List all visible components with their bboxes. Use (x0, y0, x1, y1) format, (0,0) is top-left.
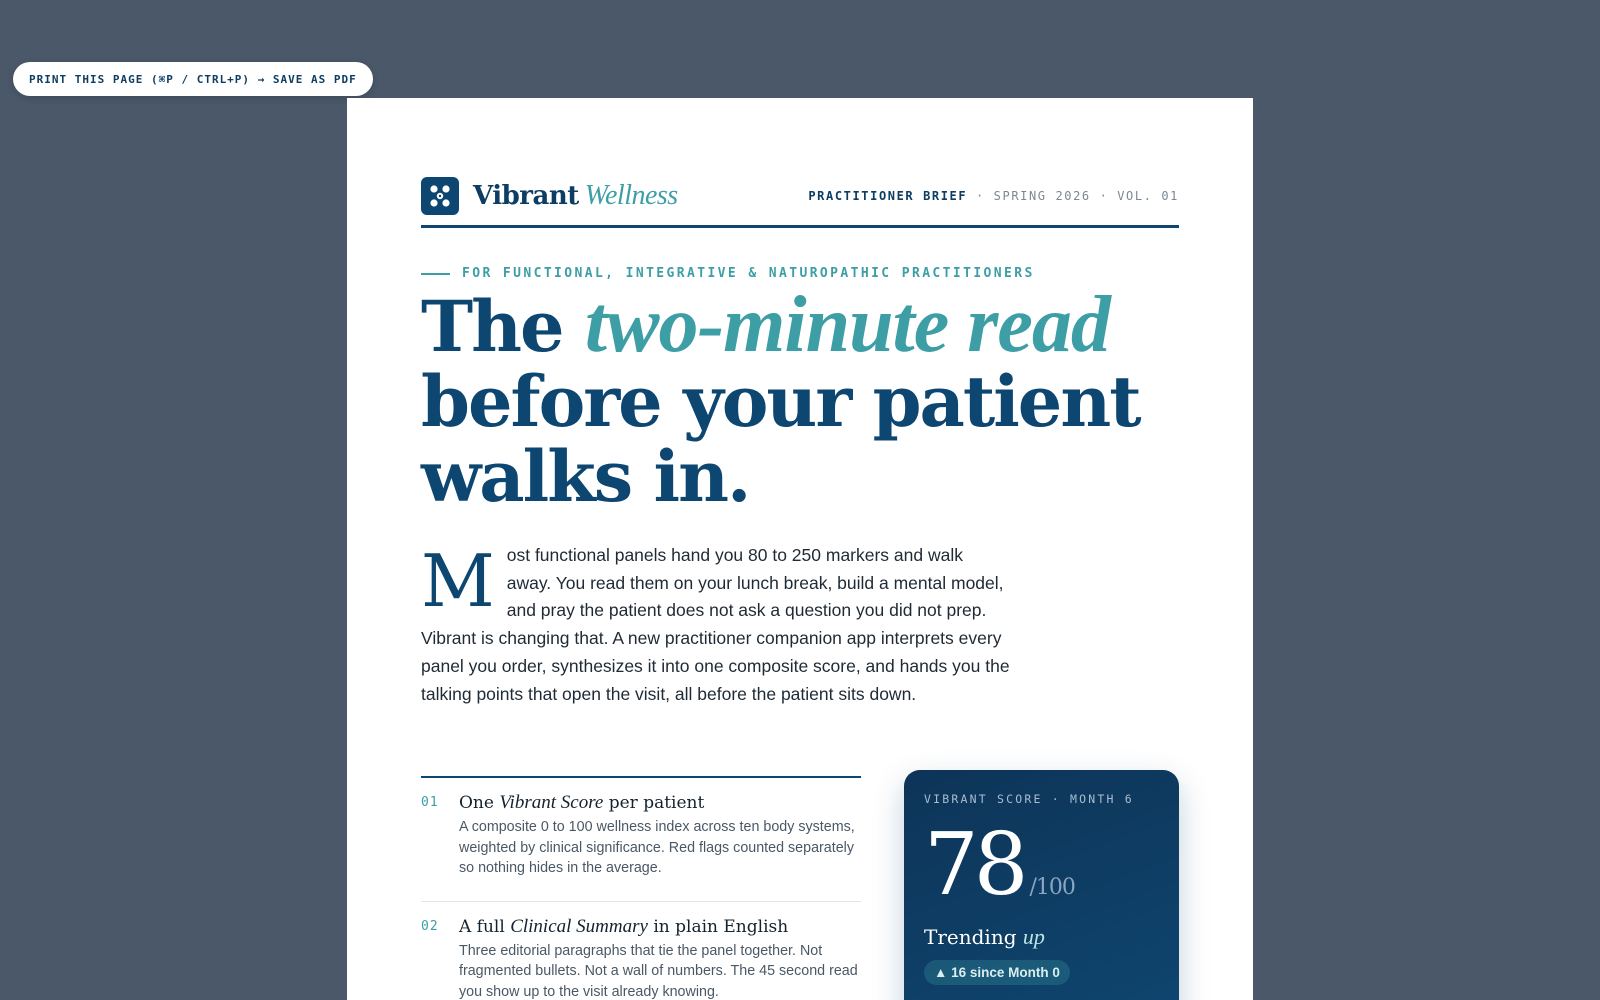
headline-rest: before your patient walks in. (421, 360, 1140, 518)
issue-line (808, 189, 1179, 203)
score-value: 78 (924, 815, 1024, 915)
feature-title: One Vibrant Score per patient (459, 792, 705, 813)
lead-paragraph (421, 539, 1011, 708)
feature-description: A composite 0 to 100 wellness index across ten body systems, weighted by clinical significance. Red flags counted separately so nothing hides in the average. (459, 819, 855, 876)
feature-item (421, 902, 861, 1000)
feature-number: 01 (421, 795, 439, 810)
print-page-button[interactable]: PRINT THIS PAGE (⌘P / CTRL+P) → SAVE AS PDF (13, 62, 373, 96)
drop-cap: M (421, 539, 495, 623)
vibrant-logo-icon (421, 177, 459, 215)
feature-list (421, 776, 861, 1000)
practitioner-brief-page (347, 98, 1253, 1000)
score-delta-badge: ▲ 16 since Month 0 (924, 960, 1070, 985)
score-label: VIBRANT SCORE · MONTH 6 (924, 792, 1134, 806)
kicker-text: FOR FUNCTIONAL, INTEGRATIVE & NATUROPATHIC PRACTITIONERS (462, 266, 1035, 281)
feature-number: 02 (421, 918, 439, 934)
page-headline (421, 281, 1141, 518)
issue-details: · SPRING 2026 · VOL. 01 (967, 188, 1179, 203)
score-max: /100 (1029, 875, 1075, 900)
headline-lead: The (421, 285, 585, 368)
lead-text: ost functional panels hand you 80 to 250 markers and walk away. You read them on your lunch break, build a mental model, and pray the patient does not ask a question you did not prep. Vibrant is changing that. A new practitioner companion app interprets every panel you order, synthesizes it into one composite score, and hands you the talking points that open the visit, all before the patient sits down. (421, 545, 1010, 704)
vibrant-score-card (904, 770, 1179, 1000)
headline-accent: two-minute read (584, 281, 1110, 369)
score-trend: Trending up (924, 924, 1045, 949)
brand-name: Vibrant Wellness (473, 179, 678, 211)
score-row (924, 815, 1159, 915)
feature-item (421, 778, 861, 902)
brand-subtitle: Wellness (584, 179, 678, 211)
brand (421, 177, 678, 215)
feature-description: Three editorial paragraphs that tie the panel together. Not fragmented bullets. Not a wall of numbers. The 45 second read you show up to the visit already knowing. (459, 942, 858, 1000)
masthead (421, 176, 1179, 228)
feature-title: A full Clinical Summary in plain English (459, 915, 789, 937)
kicker (421, 266, 1179, 281)
issue-label: PRACTITIONER BRIEF (808, 188, 968, 203)
kicker-rule (421, 273, 450, 275)
